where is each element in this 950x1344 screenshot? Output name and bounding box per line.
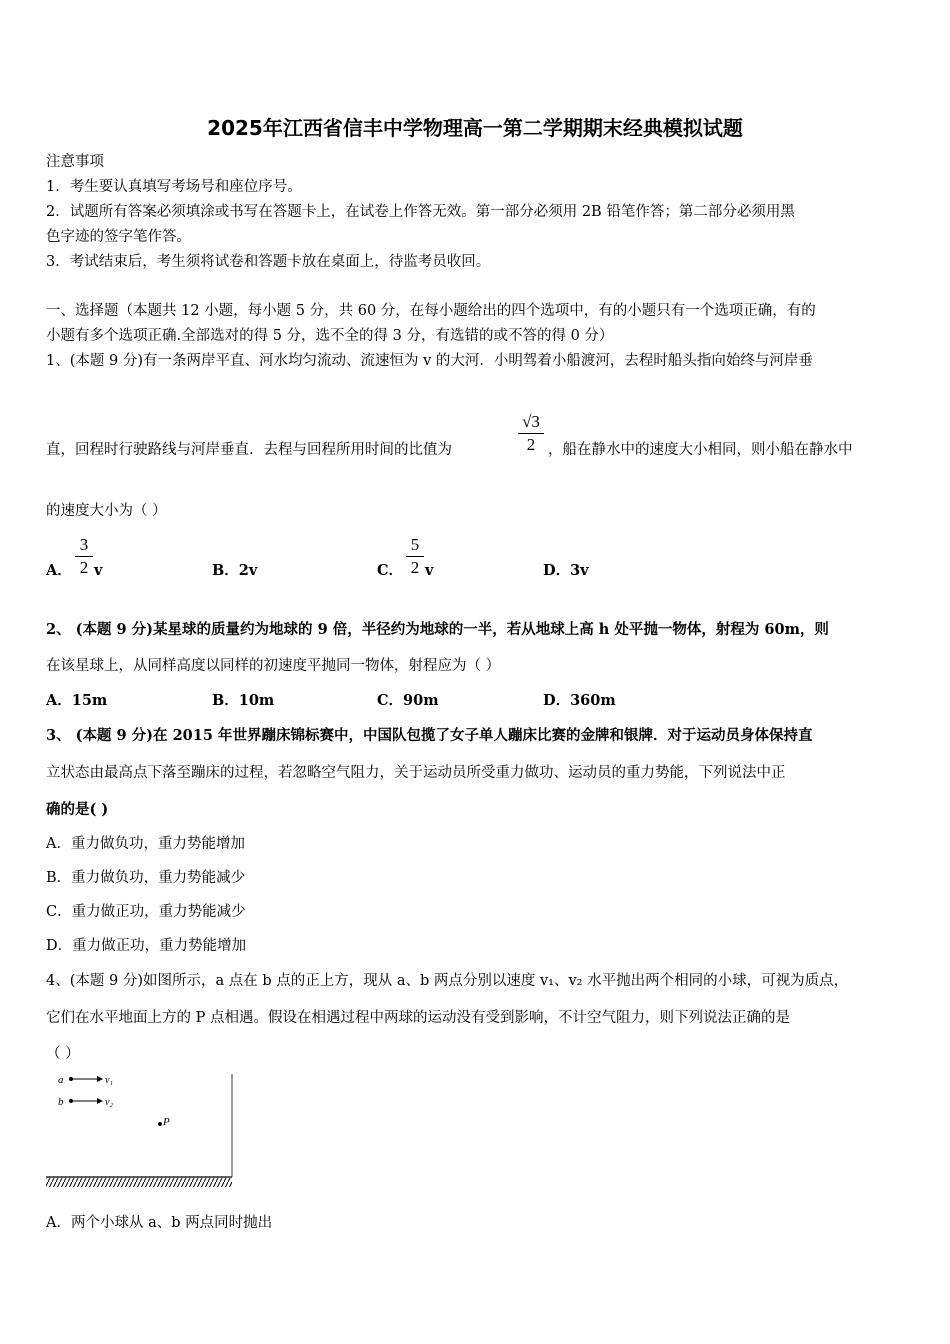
q2-option-a: A．15m	[46, 692, 108, 709]
fraction-bar	[518, 433, 544, 434]
q1-option-c-denominator: 2	[410, 558, 420, 577]
section-heading: 一、选择题（本题共 12 小题，每小题 5 分，共 60 分，在每小题给出的四个选项中，有的小题只有一个选项正确，有的	[46, 303, 816, 319]
q1-line3: 的速度大小为（ ）	[46, 503, 167, 519]
q4-option-a: A．两个小球从 a、b 两点同时抛出	[46, 1215, 273, 1231]
q3-line2: 立状态由最高点下落至蹦床的过程，若忽略空气阻力，关于运动员所受重力做功、运动员的重力势能，下列说法中正	[46, 765, 786, 781]
ground-hatching	[46, 1178, 232, 1187]
q1-option-a-numerator: 3	[79, 535, 89, 554]
notice-item: 3．考试结束后，考生须将试卷和答题卡放在桌面上，待监考员收回。	[46, 254, 491, 270]
q3-line3: 确的是( )	[46, 801, 109, 818]
q1-option-c-fraction	[406, 535, 424, 578]
q2-line1: 2、 (本题 9 分)某星球的质量约为地球的 9 倍，半径约为地球的一半，若从地球上高 h 处平抛一物体，射程为 60m，则	[46, 621, 829, 638]
point-p-label: P	[163, 1116, 170, 1128]
q1-option-c-numerator: 5	[410, 535, 420, 554]
q1-ratio-denominator: 2	[526, 435, 536, 454]
q1-ratio-numerator: √3	[522, 412, 540, 431]
fraction-bar	[75, 556, 93, 557]
q2-option-b: B．10m	[212, 692, 275, 709]
page-title: 2025年江西省信丰中学物理高一第二学期期末经典模拟试题	[207, 116, 743, 140]
notice-item: 色字迹的签字笔作答。	[46, 229, 191, 245]
q3-line1: 3、 (本题 9 分)在 2015 年世界蹦床锦标赛中，中国队包揽了女子单人蹦床比赛的金牌和银牌．对于运动员身体保持直	[46, 727, 813, 744]
notice-heading: 注意事项	[46, 154, 104, 170]
velocity-v2-label: v₂	[105, 1097, 113, 1108]
notice-item: 1．考生要认真填写考场号和座位序号。	[46, 179, 302, 195]
q1-option-d: D．3v	[543, 562, 589, 579]
q1-option-a-fraction	[75, 535, 93, 578]
point-p	[158, 1122, 162, 1126]
q3-option-a: A．重力做负功，重力势能增加	[46, 836, 245, 852]
q1-option-a-denominator: 2	[79, 558, 89, 577]
q2-option-d: D．360m	[543, 692, 616, 709]
fraction-bar	[406, 556, 424, 557]
q4-line3: （ ）	[46, 1046, 80, 1062]
q2-line2: 在该星球上，从同样高度以同样的初速度平抛同一物体，射程应为（ ）	[46, 658, 501, 674]
q4-line1: 4、(本题 9 分)如图所示，a 点在 b 点的正上方，现从 a、b 两点分别以速度 v₁、v₂ 水平抛出两个相同的小球，可视为质点，	[46, 973, 849, 989]
q1-line2b: ，船在静水中的速度大小相同，则小船在静水中	[548, 442, 853, 458]
q4-line2: 它们在水平地面上方的 P 点相遇。假设在相遇过程中两球的运动没有受到影响，不计空气阻力，则下列说法正确的是	[46, 1010, 790, 1026]
q4-diagram	[44, 1070, 238, 1190]
q1-option-a-label: A．	[46, 562, 72, 579]
velocity-v1-label: v₁	[105, 1075, 113, 1086]
q1-line1: 1、(本题 9 分)有一条两岸平直、河水均匀流动、流速恒为 v 的大河．小明驾着小船渡河，去程时船头指向始终与河岸垂	[46, 353, 813, 369]
q4-figure	[44, 1070, 238, 1190]
q3-option-b: B．重力做负功，重力势能减少	[46, 870, 246, 886]
point-b-label: b	[58, 1096, 64, 1108]
q1-option-b: B．2v	[212, 562, 258, 579]
q2-option-c: C．90m	[377, 692, 439, 709]
q1-option-c-label: C．	[377, 562, 404, 579]
point-a-label: a	[58, 1074, 64, 1086]
section-heading-cont: 小题有多个选项正确.全部选对的得 5 分，选不全的得 3 分，有选错的或不答的得 0 分）	[46, 328, 614, 344]
q3-option-c: C．重力做正功，重力势能减少	[46, 904, 246, 920]
notice-item: 2．试题所有答案必须填涂或书写在答题卡上，在试卷上作答无效。第一部分必须用 2B 铅笔作答；第二部分必须用黑	[46, 204, 795, 220]
q3-option-d: D．重力做正功，重力势能增加	[46, 938, 247, 954]
q1-option-a-unit: v	[94, 562, 103, 579]
q1-ratio-fraction	[518, 412, 544, 455]
q1-line2a: 直，回程时行驶路线与河岸垂直．去程与回程所用时间的比值为	[46, 442, 452, 458]
q1-option-c-unit: v	[425, 562, 434, 579]
